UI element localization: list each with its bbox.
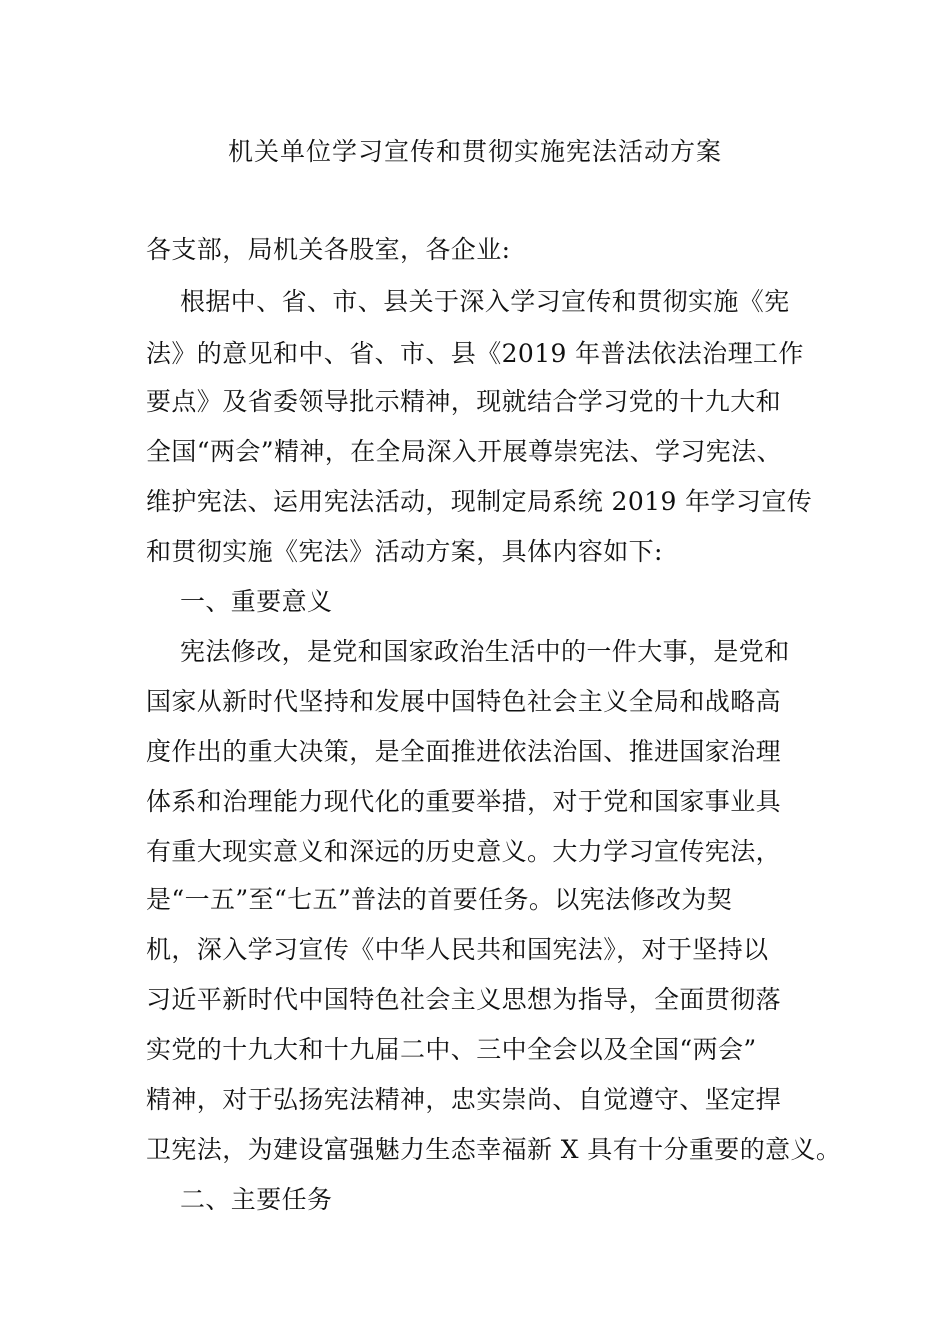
paragraph-line: 是“一五”至“七五”普法的首要任务。以宪法修改为契 [146,885,733,914]
document-title: 机关单位学习宣传和贯彻实施宪法活动方案 [227,137,722,166]
salutation: 各支部，局机关各股室，各企业: [146,235,511,264]
paragraph-line: 习近平新时代中国特色社会主义思想为指导，全面贯彻落 [146,985,782,1014]
section-heading: 二、主要任务 [180,1185,333,1214]
paragraph-line: 国家从新时代坚持和发展中国特色社会主义全局和战略高 [146,687,782,716]
paragraph-line: 维护宪法、运用宪法活动，现制定局系统 2019 年学习宣传 [146,487,813,516]
paragraph-line: 全国“两会”精神，在全局深入开展尊崇宪法、学习宪法、 [146,437,782,466]
paragraph-line: 卫宪法，为建设富强魅力生态幸福新 X 具有十分重要的意义。 [146,1135,842,1164]
paragraph-line: 法》的意见和中、省、市、县《2019 年普法依法治理工作 [146,339,804,368]
paragraph-line: 体系和治理能力现代化的重要举措，对于党和国家事业具 [146,787,782,816]
paragraph-line: 宪法修改，是党和国家政治生活中的一件大事，是党和 [180,637,790,666]
section-heading: 一、重要意义 [180,587,333,616]
paragraph-line: 有重大现实意义和深远的历史意义。大力学习宣传宪法， [146,837,782,866]
paragraph-line: 度作出的重大决策，是全面推进依法治国、推进国家治理 [146,737,782,766]
paragraph-line: 精神，对于弘扬宪法精神，忠实崇尚、自觉遵守、坚定捍 [146,1085,782,1114]
paragraph-line: 要点》及省委领导批示精神，现就结合学习党的十九大和 [146,387,782,416]
paragraph-line: 根据中、省、市、县关于深入学习宣传和贯彻实施《宪 [180,287,790,316]
paragraph-line: 实党的十九大和十九届二中、三中全会以及全国“两会” [146,1035,757,1064]
paragraph-line: 机，深入学习宣传《中华人民共和国宪法》，对于坚持以 [146,935,769,964]
paragraph-line: 和贯彻实施《宪法》活动方案，具体内容如下: [146,537,663,566]
